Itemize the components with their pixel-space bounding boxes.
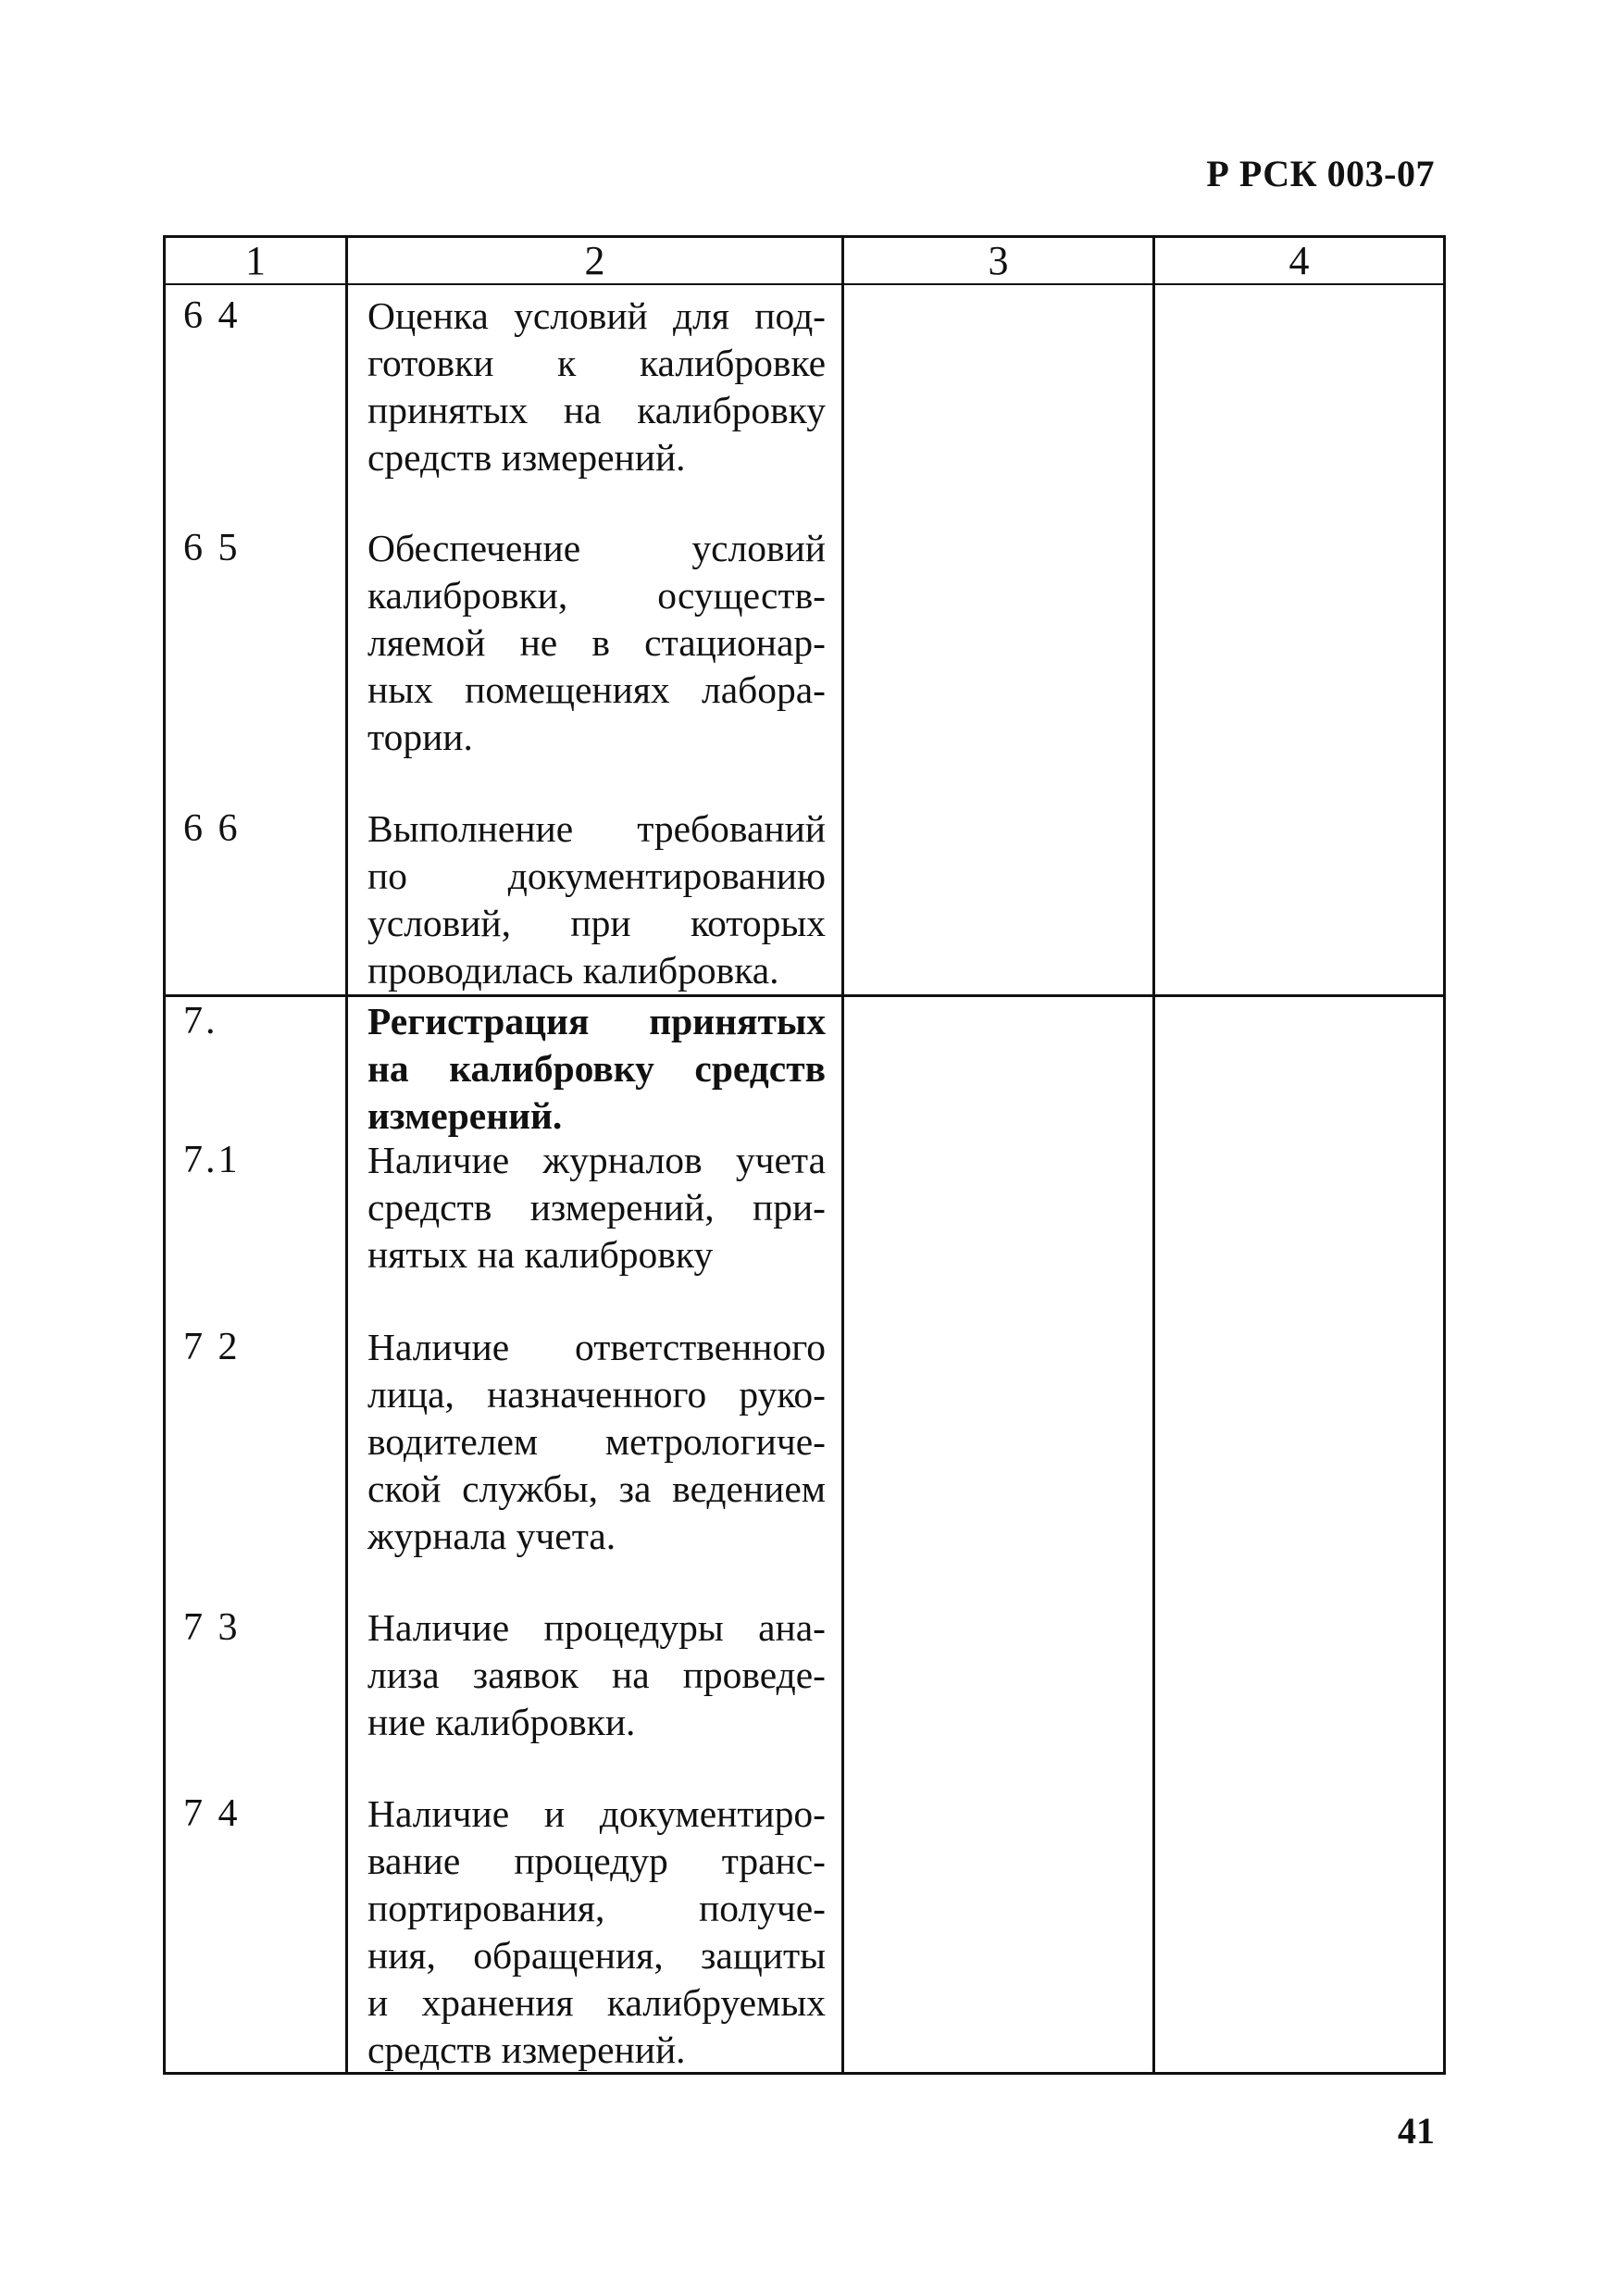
description-line: принятых на калибровку <box>367 389 826 431</box>
item-number: 6 5 <box>183 527 241 569</box>
column-header-1: 1 <box>245 238 266 283</box>
description-line: Наличие ответственного <box>367 1326 826 1368</box>
description-line: по документированию <box>367 855 826 897</box>
description-line: ляемой не в стационар- <box>367 621 826 664</box>
item-description <box>367 293 826 481</box>
description-line: Выполнение требований <box>367 807 826 850</box>
description-line: Наличие журналов учета <box>367 1139 826 1181</box>
description-line: Регистрация принятых <box>367 1000 826 1042</box>
item-description <box>367 1137 826 1279</box>
description-line: лица, назначенного руко- <box>367 1373 826 1416</box>
table-col-divider-3 <box>1152 235 1155 2075</box>
item-number: 6 6 <box>183 807 241 850</box>
description-line: и хранения калибруемых <box>367 1981 826 2024</box>
column-header-3: 3 <box>988 238 1009 283</box>
description-line: ных помещениях лабора- <box>367 668 826 711</box>
description-line: Наличие и документиро- <box>367 1792 826 1835</box>
document-code: Р РСК 003-07 <box>1206 153 1435 194</box>
description-line: ние калибровки. <box>367 1701 636 1743</box>
description-line: Обеспечение условий <box>367 527 826 569</box>
description-line: средств измерений, при- <box>367 1186 826 1229</box>
description-line: тории. <box>367 716 473 758</box>
description-line: нятых на калибровку <box>367 1233 714 1276</box>
description-line: проводилась калибровка. <box>367 949 779 992</box>
item-number: 7 2 <box>183 1326 241 1368</box>
description-line: Наличие процедуры ана- <box>367 1606 826 1649</box>
column-header-4: 4 <box>1288 238 1310 283</box>
description-line: калибровки, осуществ- <box>367 574 826 617</box>
item-description <box>367 805 826 994</box>
item-number: 7.1 <box>183 1139 241 1181</box>
item-number: 7 4 <box>183 1792 241 1835</box>
description-line: средств измерений. <box>367 2028 686 2071</box>
column-header-2: 2 <box>584 238 605 283</box>
item-description <box>367 525 826 761</box>
description-line: средств измерений. <box>367 436 686 479</box>
description-line: лиза заявок на проведе- <box>367 1653 826 1696</box>
item-number: 6 4 <box>183 294 241 337</box>
description-line: измерений. <box>367 1094 563 1137</box>
table-col-divider-1 <box>345 235 348 2075</box>
description-line: условий, при которых <box>367 902 826 944</box>
table-col-divider-2 <box>841 235 844 2075</box>
item-description <box>367 1791 826 2074</box>
item-description <box>367 1324 826 1560</box>
description-line: ской службы, за ведением <box>367 1467 826 1510</box>
table-col-left-border <box>163 235 166 2075</box>
description-line: Оценка условий для под- <box>367 294 826 337</box>
description-line: ния, обращения, защиты <box>367 1934 826 1977</box>
section-heading <box>367 998 826 1140</box>
description-line: на калибровку средств <box>367 1047 826 1090</box>
section-number: 7. <box>183 1000 218 1042</box>
table-col-right-border <box>1443 235 1446 2075</box>
page-number: 41 <box>1398 2110 1435 2152</box>
description-line: журнала учета. <box>367 1515 616 1557</box>
description-line: вание процедур транс- <box>367 1840 826 1882</box>
description-line: водителем метрологиче- <box>367 1420 826 1463</box>
item-description <box>367 1604 826 1746</box>
table-section-divider <box>163 994 1446 997</box>
item-number: 7 3 <box>183 1606 241 1649</box>
description-line: готовки к калибровке <box>367 342 826 384</box>
description-line: портирования, получе- <box>367 1887 826 1929</box>
